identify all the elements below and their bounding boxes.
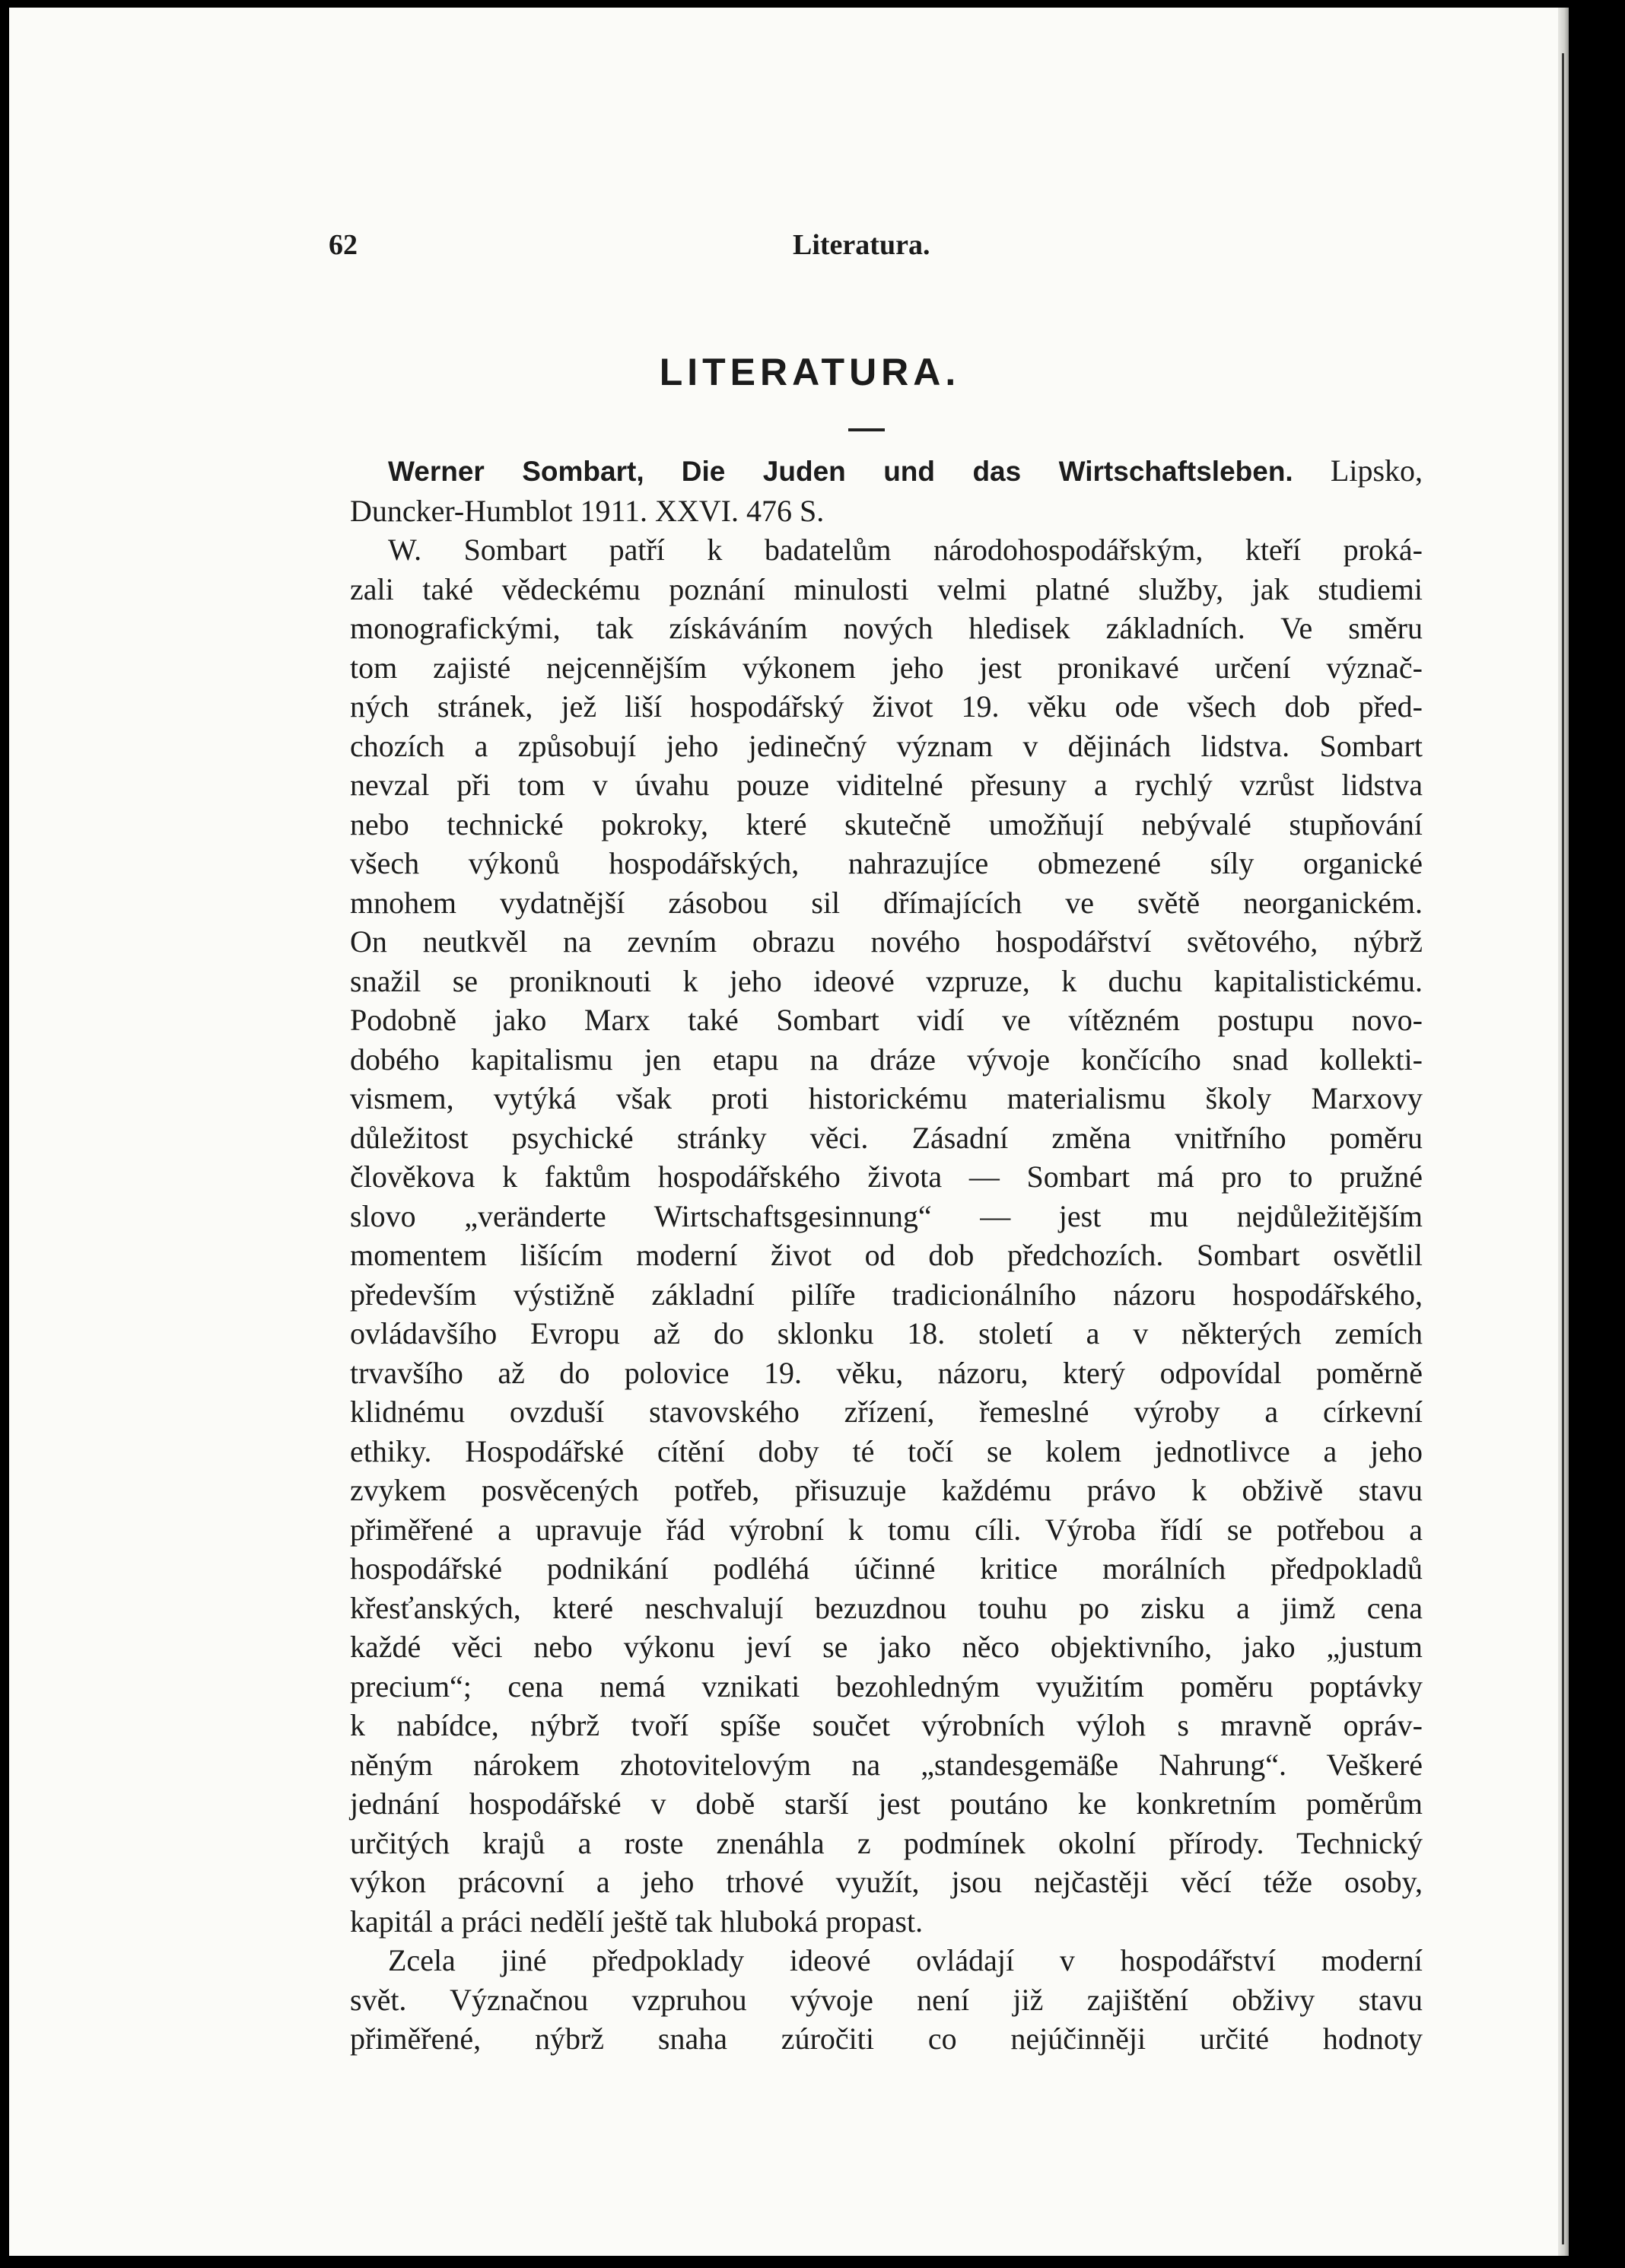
body-text <box>350 451 1423 2059</box>
page-number: 62 <box>329 229 358 261</box>
text-line: k nabídce, nýbrž tvoří spíše součet výrobních výloh s mravně opráv- <box>350 1708 1423 1742</box>
bib-author: Werner Sombart, <box>388 456 644 487</box>
text-line: Zcela jiné předpoklady ideové ovládají v hospodářství moderní <box>388 1943 1423 1977</box>
text-line: něným nárokem zhotovitelovým na „standesgemäße Nahrung“. Veškeré <box>350 1747 1423 1782</box>
text-line: vismem, vytýká však proti historickému materialismu školy Marxovy <box>350 1081 1423 1115</box>
text-line: jednání hospodářské v době starší jest poutáno ke konkretním poměrům <box>350 1786 1423 1821</box>
bibliography-line-1 <box>350 451 1423 491</box>
text-line: ethiky. Hospodářské cítění doby té točí se kolem jednotlivce a jeho <box>350 1433 1423 1468</box>
text-line: Podobně jako Marx také Sombart vidí ve vítězném postupu novo- <box>350 1003 1423 1037</box>
text-line: W. Sombart patří k badatelům národohospodářským, kteří proká- <box>388 533 1423 567</box>
text-line: On neutkvěl na zevním obrazu nového hospodářství světového, nýbrž <box>350 924 1423 959</box>
text-line: nevzal při tom v úvahu pouze viditelné přesuny a rychlý vzrůst lidstva <box>350 768 1423 802</box>
text-line: nebo technické pokroky, které skutečně umožňují nebývalé stupňování <box>350 806 1423 841</box>
text-line: mnohem vydatnější zásobou sil dřímajících ve světě neorganickém. <box>350 885 1423 920</box>
text-line: chozích a způsobují jeho jedinečný význam v dějinách lidstva. Sombart <box>350 728 1423 763</box>
text-line: určitých krajů a roste znenáhla z podmínek okolní přírody. Technický <box>350 1825 1423 1860</box>
text-line: všech výkonů hospodářských, nahrazujíce obmezené síly organické <box>350 846 1423 880</box>
text-line: ovládavšího Evropu až do sklonku 18. století a v některých zemích <box>350 1316 1423 1350</box>
text-line: výkon prácovní a jeho trhové využít, jsou nejčastěji věcí téže osoby, <box>350 1865 1423 1899</box>
text-line: monografickými, tak získáváním nových hledisek základních. Ve směru <box>350 611 1423 645</box>
text-line: přiměřené, nýbrž snaha zúročiti co nejúčinněji určité hodnoty <box>350 2021 1423 2056</box>
text-line: precium“; cena nemá vznikati bezohledným využitím poměru poptávky <box>350 1668 1423 1703</box>
book-page <box>9 8 1569 2256</box>
bib-place: Lipsko, <box>1330 453 1423 488</box>
text-line: důležitost psychické stránky věci. Zásadní změna vnitřního poměru <box>350 1120 1423 1155</box>
text-line: zali také vědeckému poznání minulosti velmi platné služby, jak studiemi <box>350 571 1423 606</box>
section-title: LITERATURA. <box>659 351 961 393</box>
running-header <box>329 228 1439 274</box>
text-line: zvykem posvěcených potřeb, přisuzuje každému právo k obživě stavu <box>350 1473 1423 1507</box>
bib-book-title: Die Juden und das Wirtschaftsleben. <box>681 456 1293 487</box>
text-line: člověkova k faktům hospodářského života — Sombart má pro to pružné <box>350 1159 1423 1194</box>
text-line: křesťanských, které neschvalují bezuzdnou touhu po zisku a jimž cena <box>350 1590 1423 1625</box>
text-line: snažil se proniknouti k jeho ideové vzpruze, k duchu kapitalistickému. <box>350 963 1423 998</box>
text-line: momentem lišícím moderní život od dob předchozích. Sombart osvětlil <box>350 1238 1423 1272</box>
text-line: trvavšího až do polovice 19. věku, názoru, který odpovídal poměrně <box>350 1355 1423 1390</box>
text-line: každé věci nebo výkonu jeví se jako něco objektivního, jako „justum <box>350 1630 1423 1664</box>
text-line: svět. Význačnou vzpruhou vývoje není již zajištění obživy stavu <box>350 1982 1423 2017</box>
text-line: hospodářské podnikání podléhá účinné kritice morálních předpokladů <box>350 1551 1423 1586</box>
text-line: především výstižně základní pilíře tradicionálního názoru hospodářského, <box>350 1277 1423 1312</box>
text-line: ných stránek, jež liší hospodářský život 19. věku ode všech dob před- <box>350 689 1423 724</box>
text-line: přiměřené a upravuje řád výrobní k tomu cíli. Výroba řídí se potřebou a <box>350 1512 1423 1547</box>
text-line: slovo „veränderte Wirtschaftsgesinnung“ — jest mu nejdůležitějším <box>350 1198 1423 1233</box>
text-line: tom zajisté nejcennějším výkonem jeho jest pronikavé určení význač- <box>350 650 1423 685</box>
text-line: kapitál a práci nedělí ještě tak hluboká propast. <box>350 1904 924 1939</box>
running-title: Literatura. <box>793 229 930 261</box>
text-line: klidnému ovzduší stavovského zřízení, řemeslné výroby a církevní <box>350 1395 1423 1429</box>
bibliography-line-2: Duncker-Humblot 1911. XXVI. 476 S. <box>350 493 825 528</box>
title-rule <box>848 428 885 431</box>
text-line: dobého kapitalismu jen etapu na dráze vývoje končícího snad kollekti- <box>350 1042 1423 1077</box>
